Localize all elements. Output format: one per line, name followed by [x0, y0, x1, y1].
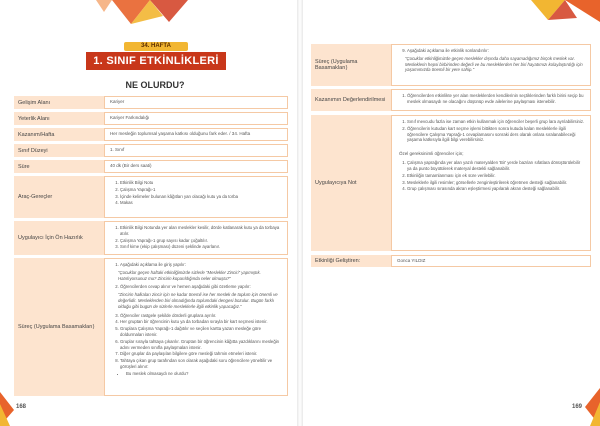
list-item: 3. Sınıf kime (ekip çalışması) düzeni şeklinde ayarlanır.: [120, 244, 282, 250]
list-item: 1. Çalışma yaprağında yer alan yazılı materyalden 'Bir' yerde bazıları sıfatlara dönüştürülebilir ya da punto büyütülerek materyal destekli sağlanabilir.: [407, 160, 585, 172]
left-page: [0, 0, 297, 426]
list-item: 2. Etkinliğin tamamlanması için ek süre verilebilir.: [407, 173, 585, 179]
list-item: 1. Etkinlik Bilgi Notunda yer alan meslekler kesilir, dörde katlanarak kutu ya da torbaya atılır.: [120, 225, 282, 237]
week-banner: [86, 42, 226, 72]
list-item: 2. Çalışma Yaprağı-1: [120, 187, 282, 193]
row-process: [14, 258, 288, 396]
page-number-right: 169: [571, 404, 582, 410]
list-item: 9. Aşağıdaki açıklama ile etkinlik sonlandırılır:: [407, 48, 585, 54]
row-label: Uygulayıcı İçin Ön Hazırlık: [14, 221, 104, 255]
list-item: 2. Öğrencilerin kutudan kart seçme işlemi bittikten sonra kutuda kalan mesleklerle ilgili öğrencilere Çalışma Yaprağı-1 cevaplamasını sonraki ders olarak onlara sıralanabileceği yaşama katkısıyla ilgili bilgi verebilirsiniz.: [407, 126, 585, 143]
row-label: Gelişim Alanı: [14, 96, 104, 109]
bullet-item: • Bu meslek olmasaydı ne olurdu?: [126, 371, 282, 377]
list-item: 1. Öğrencilerden etkinlikte yer alan mesleklerden kendilerinin seçtiklerinden farklı birini seçip bu meslek olmasaydı ne olacağını düşünüp evde ailelerine paylaşması istenebilir.: [407, 93, 585, 105]
page-title: NE OLURDU?: [125, 80, 185, 90]
right-page: [303, 0, 600, 426]
list-item: 3. Öğrenciler rastgele şekilde dörderli gruplara ayrılır.: [120, 313, 282, 319]
row-development-area: [14, 96, 288, 109]
row-developer: [311, 255, 591, 267]
row-grade-level: [14, 144, 288, 157]
row-outcome-week: [14, 128, 288, 141]
row-value: 40 dk (Bir ders saati): [104, 160, 288, 173]
row-label: Sınıf Düzeyi: [14, 144, 104, 157]
row-value: Gonca YILDIZ: [391, 255, 591, 267]
row-value: [391, 89, 591, 111]
note-subtitle: Özel gereksinimli öğrenciler için;: [399, 151, 464, 157]
quote: "Zincirin halkaları zincir için ne kadar önemli ise her meslek de toplum için önemli ve değerlidir. Mesleklerden biri olmadığında toplumdaki dengesi bozulur. Bugün farklı olduğu gibi bugün de sizlerle mesleklerle ilgili etkinlik yapacağız.": [118, 292, 278, 309]
list-item: 2. Çalışma Yaprağı-1 grup sayısı kadar çoğaltılır.: [120, 238, 282, 244]
row-preparation: [14, 221, 288, 255]
row-label: Kazanımın Değerlendirilmesi: [311, 89, 391, 111]
list-item: 1. Aşağıdaki açıklama ile giriş yapılır:: [120, 262, 282, 268]
list-item: 3. Mesleklerle ilgili resimler; görsellerle zenginleştirilerek öğretmen desteği sağlanabilir.: [407, 180, 585, 186]
row-label: Araç-Gereçler: [14, 176, 104, 218]
row-label: Süre: [14, 160, 104, 173]
row-materials: [14, 176, 288, 218]
row-value: 1. Sınıf: [104, 144, 288, 157]
row-value: [391, 44, 591, 86]
list-item: 8. Tahtaya çıkan grup tarafından son olarak aşağıdaki soru öğrencilere yöneltilir ve görüşleri alınır:: [120, 358, 282, 370]
list-item: 6. Gruplar sırayla tahtaya çıkarılır. Gruptan bir öğrencinin kâğıtta yazdıklarını mesleğin adını vermeden sınıfla paylaşmaları istenir.: [120, 339, 282, 351]
list-item: 4. Grup çalışması sırasında akran eşleştirmesi yapılarak akran desteği sağlanabilir.: [407, 186, 585, 192]
row-value: Kariyer: [104, 96, 288, 109]
quote: "Çocuklar etkinliğimizde geçen meslekler dışında daha sayamadığımız birçok meslek var. Mesleklerin hepsi birbirinden değerli ve bu mesleklerden her biri hayatımızı kolaylaştırdığı için yaşamımızda önemli bir yere sahip.": [405, 55, 583, 73]
row-value: [104, 221, 288, 255]
week-tag: 34. HAFTA: [124, 42, 188, 51]
list-item: 4. Makas: [120, 200, 282, 206]
list-item: 1. Sınıf mevcudu fazla ise zaman etkin kullanmak için öğrenciler beşerli grup lara ayrılabilirsiniz.: [407, 119, 585, 125]
row-label: Uygulayıcıya Not: [311, 115, 391, 251]
row-label: Süreç (Uygulama Basamakları): [311, 44, 391, 86]
row-label: Kazanım/Hafta: [14, 128, 104, 141]
row-label: Süreç (Uygulama Basamakları): [14, 258, 104, 396]
page-number-left: 168: [16, 404, 27, 410]
row-value: Her mesleğin toplumsal yaşama katkısı olduğunu fark eder. / 34. Hafta: [104, 128, 288, 141]
list-item: 3. İçinde kelimeler bulunan kâğıtları yan olacağı kutu ya da torba: [120, 194, 282, 200]
row-competence-area: [14, 112, 288, 125]
row-label: Etkinliği Geliştiren:: [311, 255, 391, 267]
list-item: 2. Öğrencilerden cevap alınır ve hemen aşağıdaki gibi özetleme yapılır:: [120, 284, 282, 290]
list-item: 5. Gruplara Çalışma Yaprağı-1 dağıtılır ve seçilen kartta yazan mesleğe göre doldurmaları istenir.: [120, 326, 282, 338]
row-value: [391, 115, 591, 251]
list-item: 1. Etkinlik Bilgi Notu: [120, 180, 282, 186]
row-practitioner-note: [311, 115, 591, 251]
list-item: 7. Diğer gruplar da paylaşılan bilgilere göre mesleği tahmin etmeleri istenir.: [120, 351, 282, 357]
row-value: Kariyer Farkındalığı: [104, 112, 288, 125]
row-duration: [14, 160, 288, 173]
list-item: 4. Her gruptan bir öğrencinin kutu ya da torbadan sırayla bir kart seçmesi istenir.: [120, 319, 282, 325]
row-value: [104, 258, 288, 396]
row-process-continued: [311, 44, 591, 86]
quote: "Çocuklar geçen haftaki etkinliğimizde sizlerle "Meslekler Zinciri" yapmıştık. Hatırlıyorsunuz mu? Zincirin koparıldığında neler olmuştu?": [118, 269, 261, 281]
row-assessment: [311, 89, 591, 111]
activities-banner: 1. SINIF ETKİNLİKLERİ: [86, 52, 226, 70]
row-label: Yeterlik Alanı: [14, 112, 104, 125]
row-value: [104, 176, 288, 218]
